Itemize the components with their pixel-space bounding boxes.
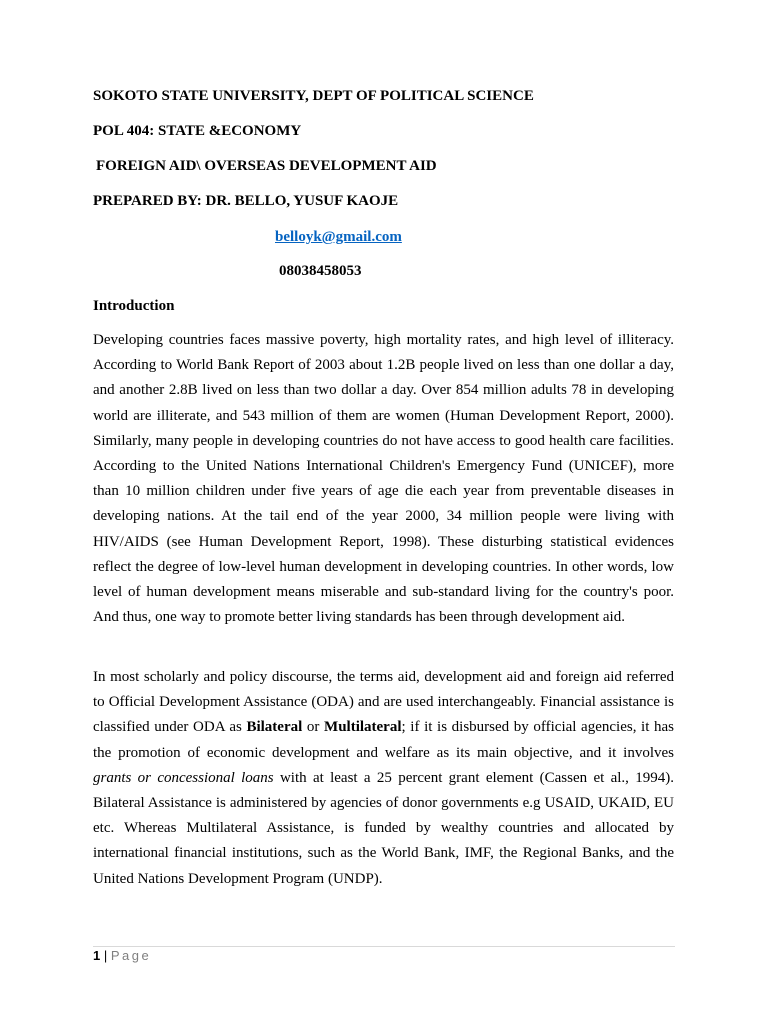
paragraph-oda — [93, 665, 674, 892]
paragraph-oda-text-3: with at least a 25 percent grant element (Cassen et al., 1994). Bilateral Assistance is administered by agencies of donor governments e.g USAID, UKAID, EU etc. Whereas Multilateral Assistance, is funded by wealthy countries and allocated by international financial institutions, such as the World Bank, IMF, the Regional Banks, and the United Nations Development Program (UNDP). — [93, 769, 674, 887]
prepared-by-heading: PREPARED BY: DR. BELLO, YUSUF KAOJE — [93, 193, 399, 209]
page-footer — [93, 947, 151, 965]
footer-divider — [93, 946, 675, 947]
university-heading: SOKOTO STATE UNIVERSITY, DEPT OF POLITICAL SCIENCE — [93, 88, 534, 104]
multilateral-term: Multilateral — [324, 719, 402, 736]
footer-separator: | — [103, 948, 108, 963]
course-heading: POL 404: STATE &ECONOMY — [93, 123, 302, 139]
topic-heading: FOREIGN AID\ OVERSEAS DEVELOPMENT AID — [96, 158, 437, 174]
paragraph-oda-or: or — [302, 719, 325, 736]
phone-number: 08038458053 — [279, 263, 362, 279]
paragraph-intro: Developing countries faces massive poverty, high mortality rates, and high level of illiteracy. According to World Bank Report of 2003 about 1.2B people lived on less than one dollar a day, and another 2.8B lived on less than two dollar a day. Over 854 million adults 78 in developing world are illiterate, and 543 million of them are women (Human Development Report, 2000). Similarly, many people in developing countries do not have access to good health care facilities. According to the United Nations International Children's Emergency Fund (UNICEF), more than 10 million children under five years of age die each year from preventable diseases in developing nations. At the tail end of the year 2000, 34 million people were living with HIV/AIDS (see Human Development Report, 1998). These disturbing statistical evidences reflect the degree of low-level human development in developing countries. In other words, low level of human development means miserable and sub-standard living for the country's poor. And thus, one way to promote better living standards has been through development aid. — [93, 332, 674, 626]
paragraph-oda-text-2: ; if it is disbursed by official agencies, it has the promotion of economic development and welfare as its main objective, and it involves — [93, 719, 675, 761]
page-label: Page — [110, 948, 152, 963]
grants-term: grants or concessional loans — [93, 769, 274, 786]
section-heading: Introduction — [93, 298, 175, 314]
page-number: 1 — [93, 948, 101, 963]
email-link[interactable]: belloyk@gmail.com — [275, 229, 402, 245]
bilateral-term: Bilateral — [246, 719, 303, 736]
paragraph-oda-text-1: In most scholarly and policy discourse, the terms aid, development aid and foreign aid referred to Official Development Assistance (ODA) and are used interchangeably. Financial assistance is classified under ODA as — [93, 669, 674, 736]
